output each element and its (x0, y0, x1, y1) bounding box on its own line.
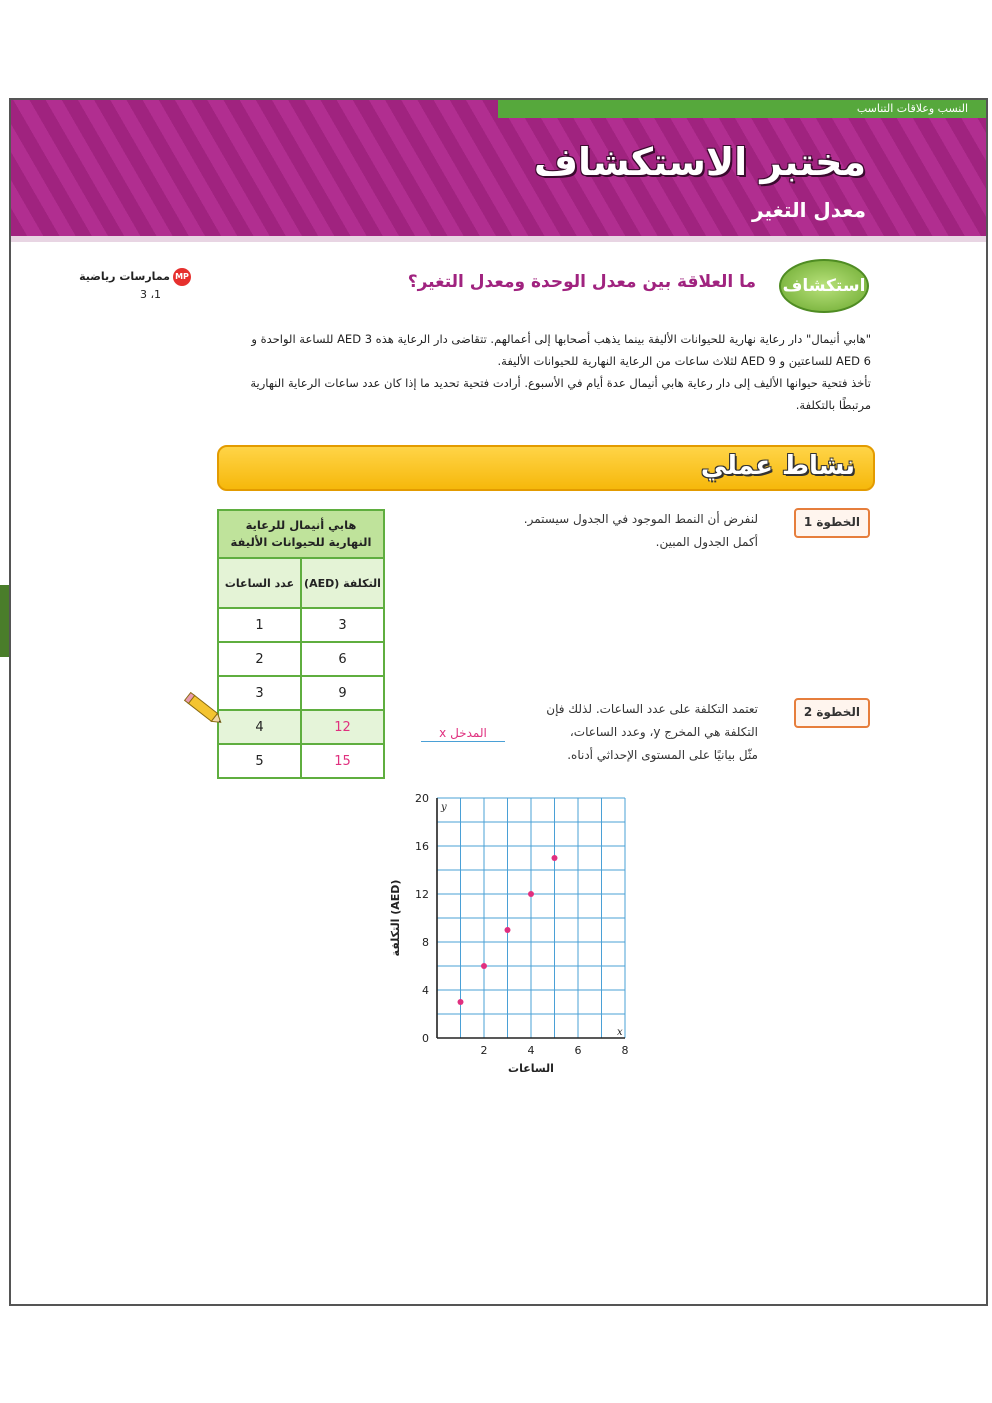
y-axis-letter: y (441, 802, 447, 813)
y-tick-label: 8 (422, 936, 429, 949)
x-tick-label: 6 (574, 1044, 582, 1057)
explore-badge: استكشاف (779, 259, 869, 313)
daycare-table (217, 509, 385, 779)
x-tick-label: 4 (527, 1044, 535, 1057)
table-row (219, 609, 383, 643)
data-point (505, 927, 511, 933)
input-answer: المدخل (450, 726, 487, 740)
practices-icon: MP (173, 268, 191, 286)
math-practices-label: ممارسات رياضية (79, 270, 170, 283)
data-point (528, 891, 534, 897)
table-row (219, 643, 383, 677)
x-axis-letter: x (617, 1027, 623, 1038)
data-point (481, 963, 487, 969)
step-1-label: الخطوة 1 (794, 508, 870, 538)
hours-cell: 5 (255, 753, 264, 769)
y-tick-label: 4 (422, 984, 429, 997)
hours-cell: 1 (255, 617, 264, 633)
y-tick-label: 0 (422, 1032, 429, 1045)
cost-cell: 9 (300, 677, 383, 709)
page-title: مختبر الاستكشاف (533, 140, 866, 184)
y-tick-label: 16 (415, 840, 429, 853)
x-tick-label: 8 (621, 1044, 629, 1057)
data-point (552, 855, 558, 861)
y-tick-label: 20 (415, 792, 429, 805)
cost-answer-cell[interactable]: 12 (300, 711, 383, 743)
coordinate-graph (381, 790, 641, 1090)
table-row (219, 677, 383, 711)
hours-cell: 2 (255, 651, 264, 667)
x-tick-label: 2 (480, 1044, 488, 1057)
step-1-line-2: أكمل الجدول المبين. (655, 535, 758, 549)
essential-question: ما العلاقة بين معدل الوحدة ومعدل التغير؟ (407, 272, 756, 292)
input-variable: x (439, 726, 447, 740)
table-row (219, 711, 383, 745)
hours-cell: 4 (255, 719, 264, 735)
table-header-row (219, 559, 383, 609)
title-banner (11, 100, 986, 236)
math-practices-numbers: 1، 3 (139, 288, 161, 301)
table-row (219, 745, 383, 777)
step-1-line-1: لنفرض أن النمط الموجود في الجدول سيستمر. (523, 512, 758, 526)
table-title: هابي أنيمال للرعاية النهارية للحيوانات الأليفة (219, 511, 383, 559)
copyright-credit (926, 990, 938, 1290)
pencil-icon (183, 690, 227, 730)
intro-text (241, 328, 871, 416)
page (9, 98, 988, 1306)
activity-title: نشاط عملي (700, 451, 855, 481)
cost-answer-cell[interactable]: 15 (300, 745, 383, 777)
cost-cell: 6 (300, 643, 383, 675)
math-practices (51, 268, 191, 301)
left-margin-tab (0, 585, 9, 657)
input-answer-field[interactable] (421, 726, 505, 742)
col-cost-header: التكلفة (AED) (300, 559, 383, 607)
col-hours-header: عدد الساعات (224, 576, 295, 590)
hours-cell: 3 (255, 685, 264, 701)
step-2-label: الخطوة 2 (794, 698, 870, 728)
step-1-text (398, 508, 758, 554)
intro-paragraph-1: "هابي أنيمال" دار رعاية نهارية للحيوانات الأليفة بينما يذهب أصحابها إلى أعمالهم. تتقاضى دار الرعاية هذه AED 3 للساعة الواحدة و AED 6 للساعتين و AED 9 لثلاث ساعات من الرعاية النهارية للحيوانات الأليفة. (251, 332, 871, 368)
intro-paragraph-2: تأخذ فتحية حيوانها الأليف إلى دار رعاية هابي أنيمال عدة أيام في الأسبوع. أرادت فتحية تحديد ما إذا كان عدد ساعات الرعاية النهارية مرتبطًا بالتكلفة. (250, 376, 871, 412)
x-axis-label: الساعات (508, 1062, 554, 1075)
activity-banner (217, 445, 875, 491)
y-axis-label: التكلفة (AED) (389, 879, 402, 957)
chapter-bar: النسب وعلاقات التناسب (498, 100, 986, 118)
step-2-line-1: تعتمد التكلفة على عدد الساعات. لذلك فإن (546, 702, 758, 716)
page-subtitle: معدل التغير (752, 198, 866, 222)
banner-divider (11, 236, 986, 242)
step-2-line-3: مثّل بيانيًا على المستوى الإحداثي أدناه. (567, 748, 758, 762)
data-point (458, 999, 464, 1005)
y-tick-label: 12 (415, 888, 429, 901)
step-2-line-2: التكلفة هي المخرج y، وعدد الساعات، (569, 725, 758, 739)
cost-cell: 3 (300, 609, 383, 641)
